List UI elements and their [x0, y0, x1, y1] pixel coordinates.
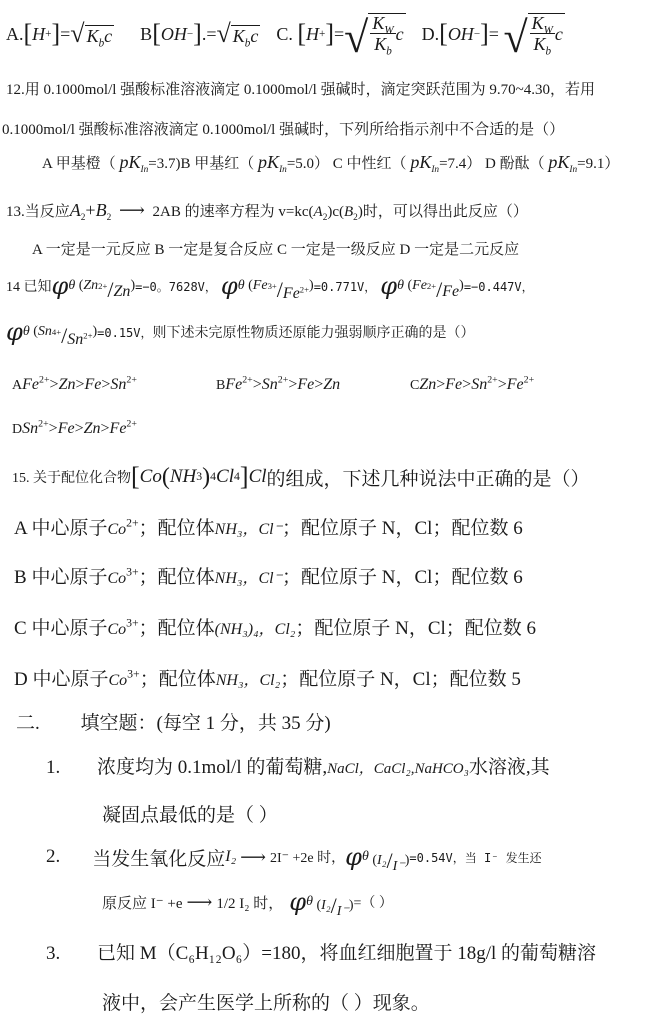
q14-option-a: $AFe^{2+}>Zn>Fe>Sn^{2+}$ — [12, 374, 137, 393]
q12-option-d: D 酚酞（ $pK_{In}=9.1$） — [485, 152, 620, 175]
fill-q1-line-2: 凝固点最低的是（ ） — [102, 805, 278, 826]
reaction-arrow-icon: ⟶ — [240, 846, 266, 867]
fill-q1-line-1: 1. 浓度均为 0.1mol/l 的葡萄糖,NaCl，CaCl₂,NaHCO₃水溶液,其 — [46, 757, 550, 778]
q11-option-a: A. [ H + ] = √ $K_bc$ — [6, 19, 113, 50]
fill-q3-line-2: 液中，会产生医学上所称的（ ）现象。 — [102, 993, 430, 1014]
section-title: 填空题：(每空 1 分，共 35 分) — [80, 713, 331, 734]
reaction-arrow-icon: ⟶ — [118, 200, 145, 220]
q14-option-c: $CZn>Fe>Sn^{2+}>Fe^{2+}$ — [410, 374, 535, 393]
fill-q2-line-1: 2. 当发生氧化反应 I₂ ⟶ 2I⁻ +2e 时， φ θ (I₂/I⁻) =0.54V，当 I⁻ 发生还 — [46, 843, 542, 874]
q14-line-2: φ θ ( Sn 4+ / $Sn^{2+}$ ) =0.15V， 则下述未完原性物质还原能力强弱顺序正确的是（） — [6, 318, 475, 348]
sqrt-expression: √ $K_bc$ — [70, 19, 113, 50]
q12-line-1: 12.用 0.1000mol/l 强酸标准溶液滴定 0.1000mol/l 强碱时，滴定突跃范围为 9.70~4.30，若用 — [6, 82, 595, 98]
q11-option-d: D. [ OH − ] = √ $\frac{K_W}{K_b}$ c — [421, 12, 563, 62]
q15-option-a: A 中心原子$Co^{2+}$；配位体NH₃，Cl⁻；配位原子 N，Cl；配位数 6 — [14, 516, 523, 539]
q13-options: A 一定是一元反应 B 一定是复合反应 C 一定是一级反应 D 一定是二元反应 — [32, 242, 520, 258]
q11-option-b: B [ OH − ] .= √ $K_bc$ — [140, 19, 259, 50]
fill-q3-line-1: 3. 已知 M（C₆H₁₂O₆）=180，将血红细胞置于 18g/l 的葡萄糖溶 — [46, 943, 597, 964]
q14-line-1: 14 已知 φ θ ( Zn 2+ / Zn ) =−0。7628V， φ θ ( Fe 3+ / $Fe^{2+}$ ) =0.771V， φ θ ( Fe 2+ / Fe ) =−0.447V， — [6, 272, 534, 302]
q14-pair-1: φ θ ( Zn 2+ / Zn ) =−0。7628V， — [51, 272, 217, 302]
q12-option-a: A 甲基橙（ $pK_{In}=3.7$) — [42, 152, 181, 175]
q14-pair-2: φ θ ( Fe 3+ / $Fe^{2+}$ ) =0.771V， — [220, 272, 377, 302]
q15-option-c: C 中心原子$Co^{3+}$；配位体(NH₃)₄，Cl₂；配位原子 N，Cl；配位数 6 — [14, 616, 537, 639]
q15-formula: [ Co ( NH 3 ) 4 Cl 4 ] Cl — [131, 462, 267, 491]
q14-option-d: $DSn^{2+}>Fe>Zn>Fe^{2+}$ — [12, 418, 137, 437]
fill-q2-line-2: 原反应 I⁻ +e ⟶ 1/2 I₂ 时， φ θ (I₂/I⁻) =（ ） — [102, 888, 393, 919]
q14-option-b: $BFe^{2+}>Sn^{2+}>Fe>Zn$ — [216, 374, 341, 393]
q15-stem: 15. 关于配位化合物 [ Co ( NH 3 ) 4 Cl 4 ] Cl 的组成，下述几种说法中正确的是（） — [12, 462, 590, 491]
section-2-heading — [16, 708, 331, 735]
q12-line-2: 0.1000mol/l 强酸标准溶液滴定 0.1000mol/l 强碱时，下列所给指示剂中不合适的是（） — [2, 122, 565, 138]
q12-options — [42, 152, 619, 173]
section-number: 二. — [16, 713, 40, 734]
q12-option-b: B 甲基红（ $pK_{In}=5.0$） — [180, 152, 330, 175]
q11-options-row — [6, 12, 565, 62]
q13-stem: 13.当反应$A_2+B_2$ ⟶ 2AB 的速率方程为 $v=kc(A_2)c(B_2)$时，可以得出此反应（） — [6, 200, 528, 223]
q11-option-c: C. [ H + ] = √ $\frac{K_W}{K_b}$ c — [276, 12, 404, 62]
q15-option-d: D 中心原子$Co^{3+}$；配位体NH₃，Cl₂；配位原子 N，Cl；配位数 5 — [14, 667, 521, 690]
q15-option-b: B 中心原子$Co^{3+}$；配位体NH₃，Cl⁻；配位原子 N，Cl；配位数 6 — [14, 565, 523, 588]
reaction-arrow-icon: ⟶ — [186, 891, 213, 912]
q12-option-c: C 中性红（ $pK_{In}=7.4$） — [332, 152, 482, 175]
q14-pair-3: φ θ ( Fe 2+ / Fe ) =−0.447V， — [380, 272, 534, 302]
q14-pair-4: φ θ ( Sn 4+ / $Sn^{2+}$ ) =0.15V， — [6, 318, 153, 348]
